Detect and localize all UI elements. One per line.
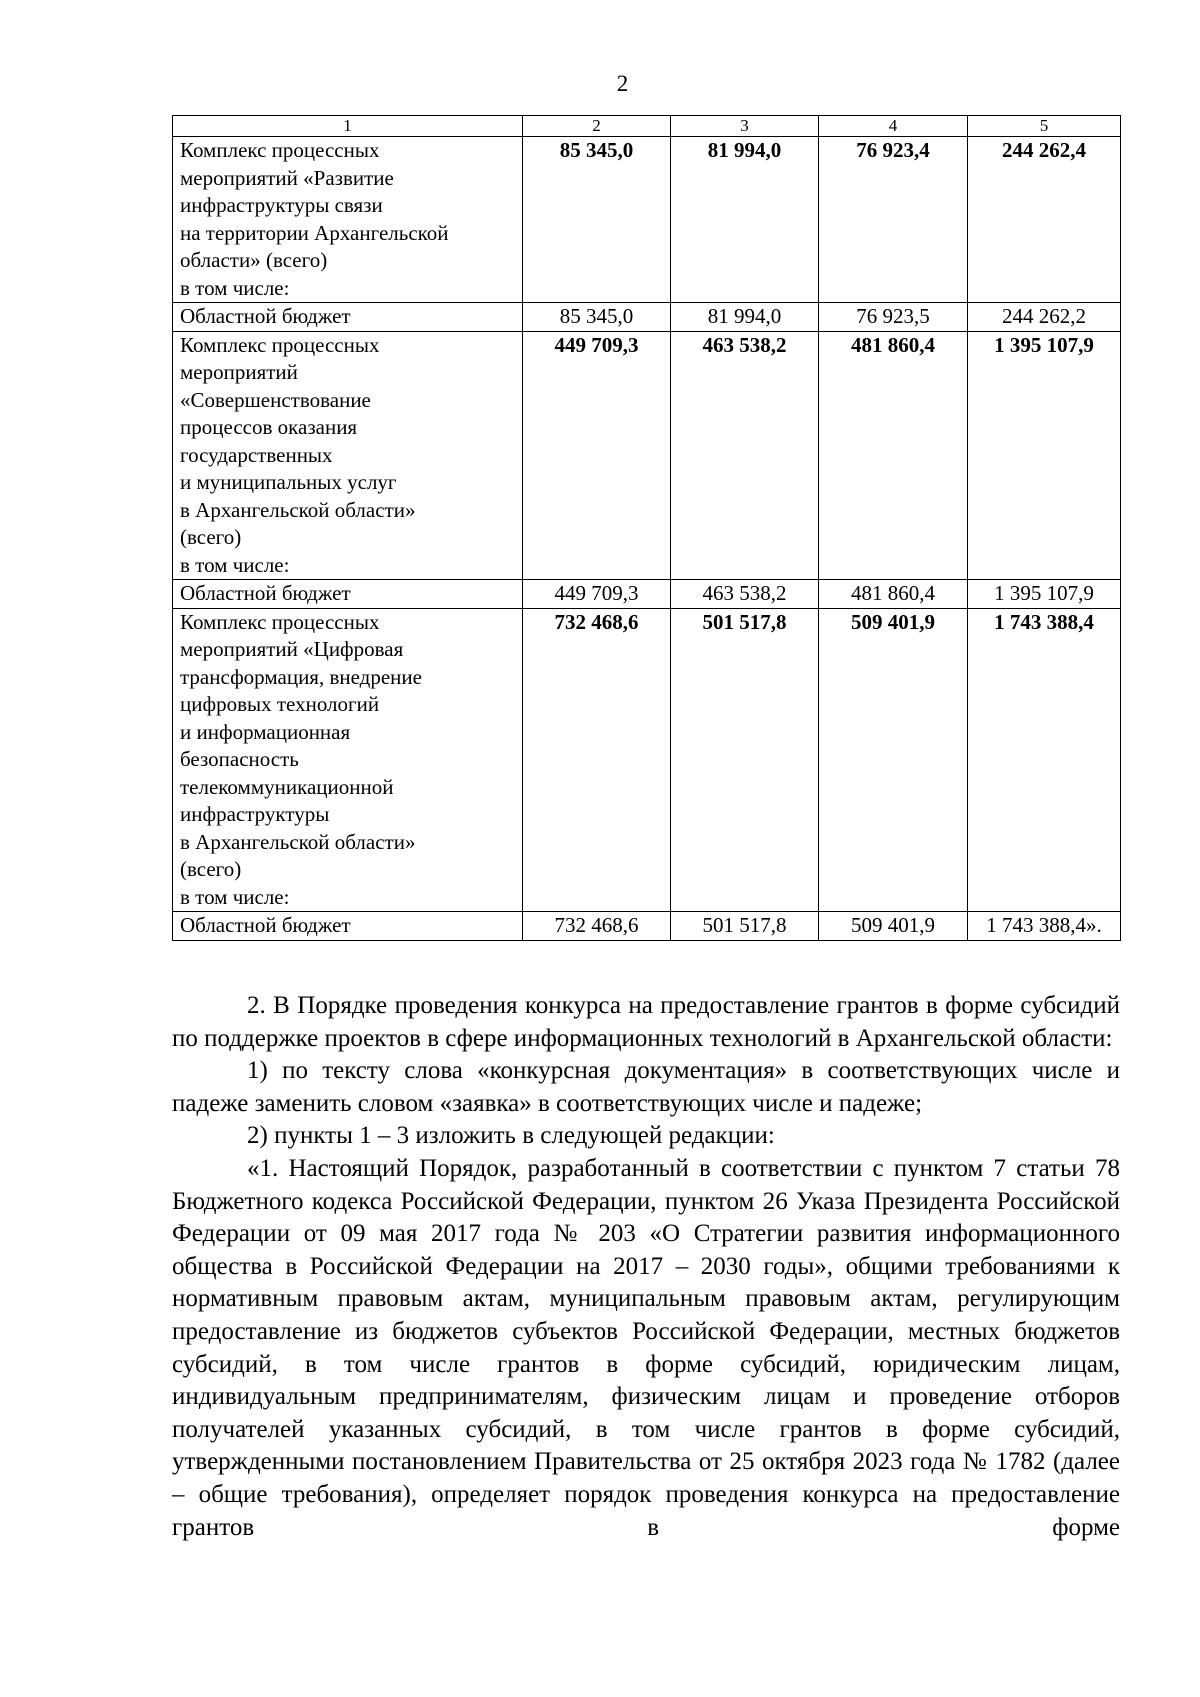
page-number: 2 — [616, 71, 629, 96]
table-row — [173, 580, 1121, 609]
row-value: 449 709,3 — [523, 331, 671, 580]
row-value: 509 401,9 — [819, 912, 968, 941]
column-header: 5 — [968, 116, 1121, 137]
row-value: 1 743 388,4 — [968, 608, 1121, 912]
table-row — [173, 912, 1121, 941]
row-value: 509 401,9 — [819, 608, 968, 912]
table-row — [173, 608, 1121, 912]
row-value: 244 262,2 — [968, 303, 1121, 332]
row-label: Комплекс процессных мероприятий «Развитие инфраструктуры связи на территории Архангельской области» (всего) в том числе: — [173, 137, 523, 303]
row-value: 244 262,4 — [968, 137, 1121, 303]
table-row — [173, 137, 1121, 303]
row-value: 1 743 388,4». — [968, 912, 1121, 941]
table-row — [173, 303, 1121, 332]
paragraph-subitem-2: 2) пункты 1 – 3 изложить в следующей редакции: — [247, 1122, 775, 1150]
row-value: 85 345,0 — [523, 303, 671, 332]
paragraph-quoted-item-1: «1. Настоящий Порядок, разработанный в соответствии с пунктом 7 статьи 78 Бюджетного кодекса Российской Федерации, пунктом 26 Указа Президента Российской Федерации от 09 мая 2017 года № 203 «О Стратегии развития информационного общества в Российской Федерации на 2017 – 2030 годы», общими требованиями к нормативным правовым актам, муниципальным правовым актам, регулирующим предоставление из бюджетов субъектов Российской Федерации, местных бюджетов субсидий, в том числе грантов в форме субсидий, юридическим лицам, индивидуальным предпринимателям, физическим лицам и проведение отборов получателей указанных субсидий, в том числе грантов в форме субсидий, утвержденными постановлением Правительства от 25 октября 2023 года № 1782 (далее – общие требования), определяет порядок проведения конкурса на предоставление грантов в форме — [172, 1154, 1120, 1541]
row-value: 449 709,3 — [523, 580, 671, 609]
column-header: 1 — [173, 116, 523, 137]
paragraph-item-2: 2. В Порядке проведения конкурса на предоставление грантов в форме субсидий по поддержке проектов в сфере информационных технологий в Архангельской области: — [172, 992, 1120, 1052]
row-label: Областной бюджет — [173, 912, 523, 941]
body-text — [172, 990, 1120, 1544]
table-row — [173, 331, 1121, 580]
row-value: 732 468,6 — [523, 912, 671, 941]
budget-table — [172, 115, 1121, 941]
row-label: Областной бюджет — [173, 303, 523, 332]
row-value: 85 345,0 — [523, 137, 671, 303]
table-header-row — [173, 116, 1121, 137]
paragraph-subitem-1: 1) по тексту слова «конкурсная документация» в соответствующих числе и падеже заменить словом «заявка» в соответствующих числе и падеже; — [172, 1057, 1120, 1117]
row-value: 1 395 107,9 — [968, 331, 1121, 580]
row-value: 732 468,6 — [523, 608, 671, 912]
row-value: 463 538,2 — [671, 580, 819, 609]
row-value: 481 860,4 — [819, 331, 968, 580]
row-value: 463 538,2 — [671, 331, 819, 580]
column-header: 2 — [523, 116, 671, 137]
row-value: 81 994,0 — [671, 303, 819, 332]
row-label: Областной бюджет — [173, 580, 523, 609]
row-value: 501 517,8 — [671, 912, 819, 941]
column-header: 4 — [819, 116, 968, 137]
row-value: 76 923,5 — [819, 303, 968, 332]
row-label: Комплекс процессных мероприятий «Совершенствование процессов оказания государственных и муниципальных услуг в Архангельской области» (всего) в том числе: — [173, 331, 523, 580]
row-value: 481 860,4 — [819, 580, 968, 609]
row-value: 1 395 107,9 — [968, 580, 1121, 609]
row-value: 76 923,4 — [819, 137, 968, 303]
row-label: Комплекс процессных мероприятий «Цифровая трансформация, внедрение цифровых технологий и информационная безопасность телекоммуникационной инфраструктуры в Архангельской области» (всего) в том числе: — [173, 608, 523, 912]
row-value: 81 994,0 — [671, 137, 819, 303]
column-header: 3 — [671, 116, 819, 137]
row-value: 501 517,8 — [671, 608, 819, 912]
